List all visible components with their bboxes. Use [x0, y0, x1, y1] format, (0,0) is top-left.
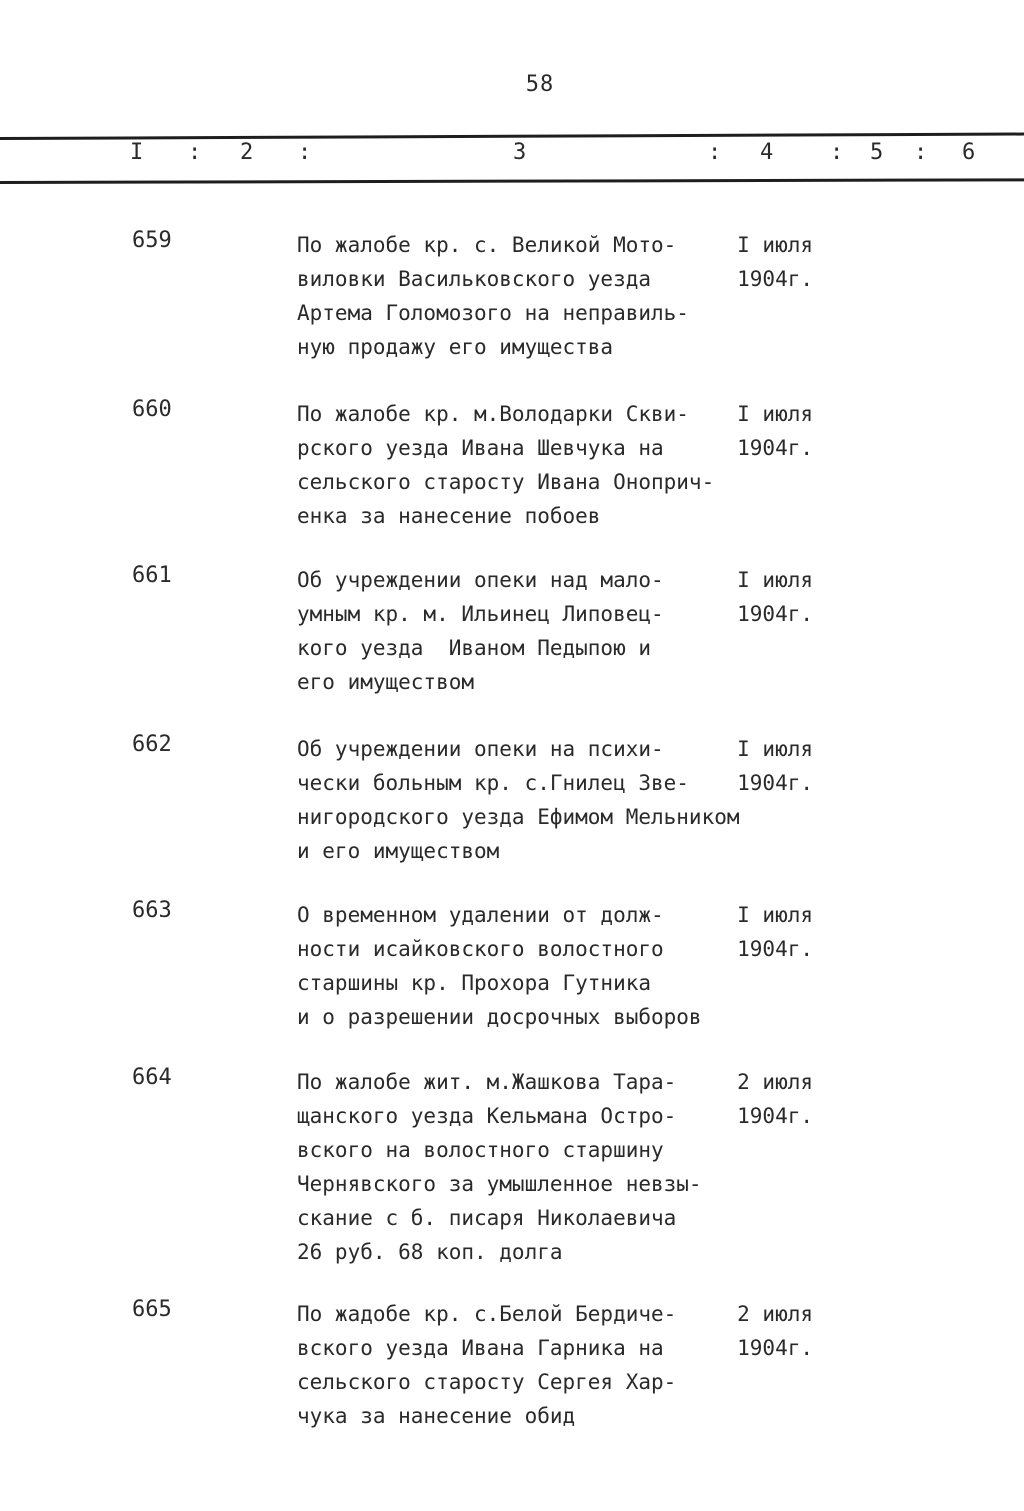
entry-description	[297, 1065, 702, 1269]
entry-number: 665	[132, 1297, 172, 1322]
description-line: щанского уезда Кельмана Остро-	[297, 1104, 677, 1128]
entry-date	[718, 1065, 813, 1133]
description-line: 26 руб. 68 коп. долга	[297, 1240, 563, 1264]
entry-description	[297, 563, 664, 699]
column-header-4: 4	[760, 140, 774, 165]
page-number: 58	[525, 72, 555, 97]
description-line: вского на волостного старшину	[297, 1138, 664, 1162]
entry-date	[718, 898, 813, 966]
entry-date	[718, 732, 813, 800]
description-line: скание с б. писаря Николаевича	[297, 1206, 677, 1230]
date-line: 1904г.	[737, 267, 813, 291]
description-line: Чернявского за умышленное невзы-	[297, 1172, 702, 1196]
entry-date	[718, 563, 813, 631]
description-line: его имуществом	[297, 670, 475, 694]
entry-number: 660	[132, 397, 172, 422]
description-line: По жалобе жит. м.Жашкова Тара-	[297, 1070, 677, 1094]
entry-description	[297, 228, 689, 364]
date-line: 1904г.	[737, 1104, 813, 1128]
description-line: О временном удалении от долж-	[297, 903, 664, 927]
description-line: ную продажу его имущества	[297, 335, 614, 359]
date-line: I июля	[737, 402, 813, 426]
description-line: сельского старосту Сергея Хар-	[297, 1370, 677, 1394]
description-line: умным кр. м. Ильинец Липовец-	[297, 602, 664, 626]
description-line: старшины кр. Прохора Гутника	[297, 971, 652, 995]
column-separator: :	[914, 140, 928, 165]
description-line: кого уезда Иваном Педыпою и	[297, 636, 652, 660]
description-line: енка за нанесение побоев	[297, 504, 601, 528]
date-line: 1904г.	[737, 436, 813, 460]
description-line: и его имуществом	[297, 839, 500, 863]
column-header-I: I	[130, 140, 144, 165]
description-line: вского уезда Ивана Гарника на	[297, 1336, 664, 1360]
description-line: Артема Голомозого на неправиль-	[297, 301, 689, 325]
date-line: 1904г.	[737, 602, 813, 626]
entry-number: 662	[132, 732, 172, 757]
header-bottom-rule	[0, 178, 1024, 184]
entry-number: 664	[132, 1065, 172, 1090]
description-line: Об учреждении опеки на психи-	[297, 737, 664, 761]
description-line: виловки Васильковского уезда	[297, 267, 652, 291]
description-line: чука за нанесение обид	[297, 1404, 576, 1428]
date-line: 1904г.	[737, 771, 813, 795]
date-line: I июля	[737, 737, 813, 761]
entry-number: 663	[132, 898, 172, 923]
entry-number: 659	[132, 228, 172, 253]
entry-description	[297, 898, 702, 1034]
description-line: Об учреждении опеки над мало-	[297, 568, 664, 592]
entry-date	[718, 228, 813, 296]
date-line: 1904г.	[737, 1336, 813, 1360]
description-line: нигородского уезда Ефимом Мельником	[297, 805, 740, 829]
column-header-2: 2	[240, 140, 254, 165]
description-line: По жалобе кр. м.Володарки Скви-	[297, 402, 689, 426]
description-line: и о разрешении досрочных выборов	[297, 1005, 702, 1029]
date-line: 1904г.	[737, 937, 813, 961]
date-line: I июля	[737, 903, 813, 927]
description-line: По жалобе кр. с. Великой Мото-	[297, 233, 677, 257]
description-line: По жадобе кр. с.Белой Бердиче-	[297, 1302, 677, 1326]
column-header-5: 5	[870, 140, 884, 165]
entry-description	[297, 397, 714, 533]
description-line: чески больным кр. с.Гнилец Зве-	[297, 771, 689, 795]
column-separator: :	[188, 140, 202, 165]
date-line: I июля	[737, 233, 813, 257]
header-top-rule	[0, 133, 1024, 140]
column-header-3: 3	[513, 140, 527, 165]
date-line: I июля	[737, 568, 813, 592]
column-separator: :	[298, 140, 312, 165]
entry-number: 661	[132, 563, 172, 588]
column-separator: :	[708, 140, 722, 165]
column-separator: :	[830, 140, 844, 165]
date-line: 2 июля	[737, 1302, 813, 1326]
entry-date	[718, 1297, 813, 1365]
entry-date	[718, 397, 813, 465]
entry-description	[297, 1297, 676, 1433]
column-header-6: 6	[962, 140, 976, 165]
entry-description	[297, 732, 740, 868]
description-line: ности исайковского волостного	[297, 937, 664, 961]
description-line: сельского старосту Ивана Оноприч-	[297, 470, 715, 494]
date-line: 2 июля	[737, 1070, 813, 1094]
description-line: рского уезда Ивана Шевчука на	[297, 436, 664, 460]
